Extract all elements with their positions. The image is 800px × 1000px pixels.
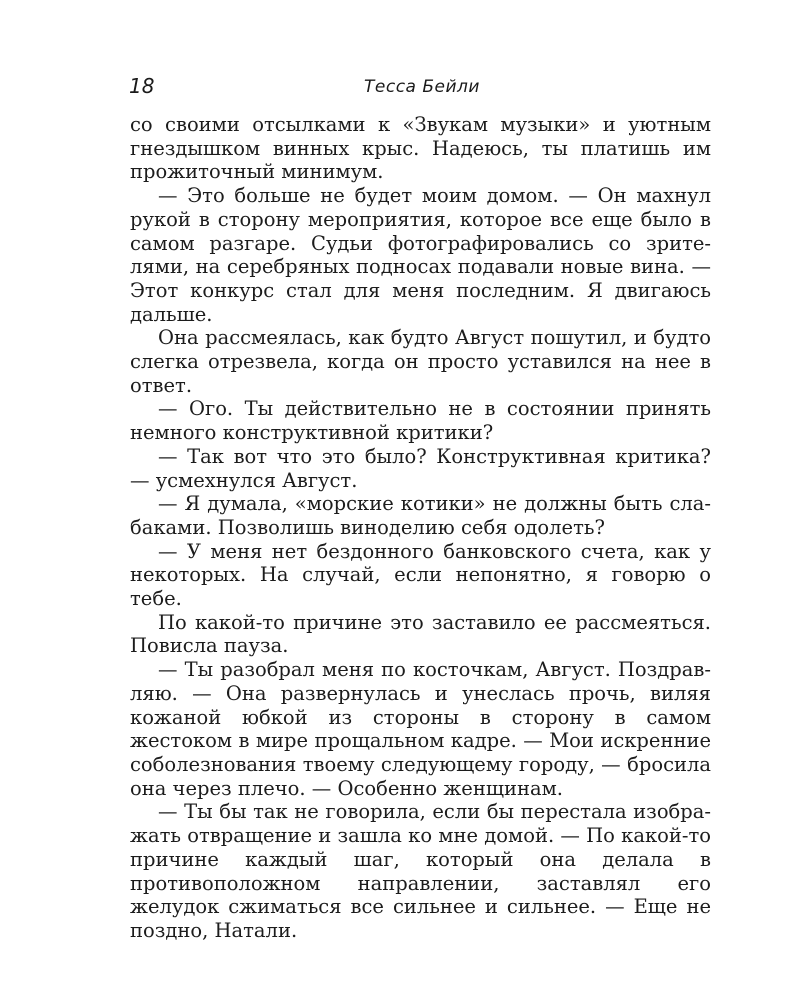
page-header (129, 74, 709, 102)
paragraph: По какой-то причине это заставило ее рассмеяться. Повисла пауза. (130, 610, 711, 658)
paragraph: — Так вот что это было? Конструктивная критика? — усмехнулся Август. (130, 444, 711, 492)
paragraph: — Ты разобрал меня по косточкам, Август. Поздравляю. — Она развернулась и унеслась прочь, виляя кожаной юбкой из стороны в сторону в самом жестоком в мире прощальном кадре. — Мои искренние соболезнования твоему следующему городу, — бросила она через плечо. — Особенно женщинам. (130, 658, 711, 800)
running-title: Тесса Бейли (364, 77, 480, 97)
body-text (130, 113, 711, 943)
paragraph: — Я думала, «морские котики» не должны быть слабаками. Позволишь виноделию себя одолеть? (130, 492, 711, 539)
paragraph: — Ого. Ты действительно не в состоянии принять немного конструктивной критики? (130, 397, 711, 445)
page-number: 18 (129, 74, 155, 98)
paragraph: — Ты бы так не говорила, если бы перестала изображать отвращение и зашла ко мне домой. — По какой-то причине каждый шаг, который она делала в противоположном направлении, заставлял его желудок сжиматься все сильнее и сильнее. — Еще не поздно, Натали. (130, 800, 711, 942)
paragraph: Она рассмеялась, как будто Август пошутил, и будто слегка отрезвела, когда он просто уставился на нее в ответ. (130, 326, 711, 397)
paragraph: — Это больше не будет моим домом. — Он махнул рукой в сторону мероприятия, которое все еще было в самом разгаре. Судьи фотографировались со зрителями, на серебряных подносах подавали новые вина. — Этот конкурс стал для меня последним. Я двигаюсь дальше. (130, 184, 711, 326)
paragraph: со своими отсылками к «Звукам музыки» и уютным гнездышком винных крыс. Надеюсь, ты платишь им прожиточный минимум. (130, 113, 711, 184)
paragraph: — У меня нет бездонного банковского счета, как у некоторых. На случай, если непонятно, я говорю о тебе. (130, 539, 711, 611)
